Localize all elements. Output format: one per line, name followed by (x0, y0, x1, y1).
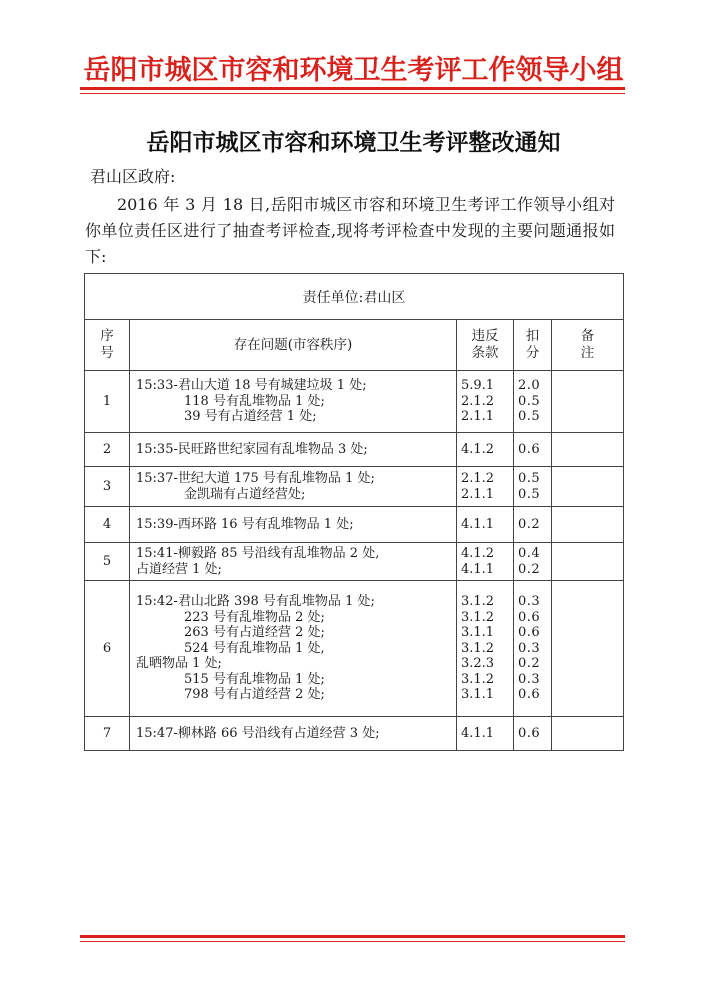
clause-value: 3.1.2 (461, 594, 495, 610)
deduction-cell (514, 507, 552, 543)
table-row (85, 371, 624, 433)
deduction-value: 0.5 (518, 471, 541, 486)
issue-line: 118 号有乱堆物品 1 处; (184, 393, 325, 409)
table-row (85, 717, 624, 751)
clause-value: 2.1.1 (461, 486, 495, 502)
clause-value: 4.1.1 (461, 725, 495, 741)
row-number: 1 (85, 371, 130, 433)
issue-cell (130, 507, 457, 543)
deduction-value: 0.5 (518, 409, 541, 425)
table-row (85, 581, 624, 717)
clause-value: 5.9.1 (461, 378, 495, 394)
row-number: 4 (85, 507, 130, 543)
issue-line: 15:39-西环路 16 号有乱堆物品 1 处; (136, 516, 354, 532)
issue-line: 15:41-柳毅路 85 号沿线有乱堆物品 2 处, (136, 546, 380, 561)
header-rule-thin (80, 93, 625, 94)
deduction-value: 2.0 (518, 378, 541, 394)
issue-line: 263 号有占道经营 2 处; (184, 625, 325, 641)
document-title: 岳阳市城区市容和环境卫生考评整改通知 (146, 129, 561, 156)
deduction-value: 0.2 (518, 516, 541, 532)
row-number: 2 (85, 433, 130, 467)
note-cell (552, 467, 624, 507)
issue-line: 39 号有占道经营 1 处; (184, 409, 317, 425)
deduction-value: 0.2 (518, 561, 541, 577)
clause-cell (457, 433, 514, 467)
note-cell (552, 581, 624, 717)
row-number: 5 (85, 543, 130, 581)
clause-value: 2.1.1 (461, 409, 495, 425)
issue-line: 223 号有乱堆物品 2 处; (184, 609, 325, 625)
deduction-value: 0.5 (518, 486, 541, 502)
header-no: 序 号 (85, 320, 130, 371)
issue-line: 占道经营 1 处; (136, 561, 222, 577)
issue-cell (130, 543, 457, 581)
deduction-value: 0.6 (518, 725, 541, 741)
row-number: 6 (85, 581, 130, 717)
row-number: 7 (85, 717, 130, 751)
deduction-value: 0.6 (518, 441, 541, 457)
clause-value: 4.1.1 (461, 516, 495, 532)
deduction-value: 0.3 (518, 594, 541, 610)
note-cell (552, 543, 624, 581)
clause-cell (457, 543, 514, 581)
clause-value: 3.1.1 (461, 687, 495, 703)
issue-line: 15:37-世纪大道 175 号有乱堆物品 1 处; (136, 471, 375, 486)
clause-value: 4.1.2 (461, 546, 495, 561)
header-rule-thick (80, 87, 625, 90)
table-row (85, 467, 624, 507)
footer-rule-thin (80, 941, 625, 942)
deduction-cell (514, 371, 552, 433)
footer-rule-thick (80, 935, 625, 938)
clause-value: 4.1.1 (461, 561, 495, 577)
clause-value: 3.1.1 (461, 625, 495, 641)
unit-row (85, 274, 624, 320)
deduction-value: 0.5 (518, 393, 541, 409)
addressee: 君山区政府: (90, 167, 176, 186)
header-clause: 违反 条款 (457, 320, 514, 371)
issue-line: 515 号有乱堆物品 1 处; (184, 671, 325, 687)
deduction-cell (514, 581, 552, 717)
deduction-value: 0.6 (518, 609, 541, 625)
intro-paragraph: 2016 年 3 月 18 日,岳阳市城区市容和环境卫生考评工作领导小组对你单位责任区进行了抽查考评检查,现将考评检查中发现的主要问题通报如下: (85, 195, 615, 266)
header-row (85, 320, 624, 371)
table-row (85, 543, 624, 581)
clause-value: 3.1.2 (461, 609, 495, 625)
clause-value: 4.1.2 (461, 441, 495, 457)
issue-line: 15:47-柳林路 66 号沿线有占道经营 3 处; (136, 725, 380, 741)
clause-cell (457, 467, 514, 507)
issue-line: 15:33-君山大道 18 号有城建垃圾 1 处; (136, 378, 367, 394)
issue-line: 524 号有乱堆物品 1 处, (184, 640, 325, 656)
clause-cell (457, 371, 514, 433)
issue-cell (130, 433, 457, 467)
deduction-value: 0.3 (518, 640, 541, 656)
deduction-cell (514, 467, 552, 507)
deduction-cell (514, 433, 552, 467)
row-number: 3 (85, 467, 130, 507)
header-deduction: 扣 分 (514, 320, 552, 371)
deduction-cell (514, 717, 552, 751)
issue-line: 乱晒物品 1 处; (136, 656, 222, 672)
clause-value: 2.1.2 (461, 471, 495, 486)
issue-line: 金凯瑞有占道经营处; (184, 486, 306, 502)
note-cell (552, 433, 624, 467)
note-cell (552, 717, 624, 751)
responsible-unit: 责任单位:君山区 (85, 274, 624, 320)
issue-cell (130, 717, 457, 751)
clause-value: 2.1.2 (461, 393, 495, 409)
table-row (85, 433, 624, 467)
deduction-value: 0.2 (518, 656, 541, 672)
clause-cell (457, 507, 514, 543)
issue-cell (130, 467, 457, 507)
clause-value: 3.2.3 (461, 656, 495, 672)
clause-value: 3.1.2 (461, 671, 495, 687)
deduction-cell (514, 543, 552, 581)
deduction-value: 0.6 (518, 625, 541, 641)
clause-value: 3.1.2 (461, 640, 495, 656)
deduction-value: 0.3 (518, 671, 541, 687)
issue-line: 798 号有占道经营 2 处; (184, 687, 325, 703)
header-note: 备 注 (552, 320, 624, 371)
header-issue: 存在问题(市容秩序) (130, 320, 457, 371)
issue-line: 15:42-君山北路 398 号有乱堆物品 1 处; (136, 594, 375, 610)
issues-table (84, 273, 624, 751)
clause-cell (457, 717, 514, 751)
issue-cell (130, 581, 457, 717)
deduction-value: 0.4 (518, 546, 541, 561)
org-header-title: 岳阳市城区市容和环境卫生考评工作领导小组 (83, 55, 624, 86)
note-cell (552, 507, 624, 543)
note-cell (552, 371, 624, 433)
deduction-value: 0.6 (518, 687, 541, 703)
issue-line: 15:35-民旺路世纪家园有乱堆物品 3 处; (136, 441, 368, 457)
issue-cell (130, 371, 457, 433)
table-row (85, 507, 624, 543)
clause-cell (457, 581, 514, 717)
